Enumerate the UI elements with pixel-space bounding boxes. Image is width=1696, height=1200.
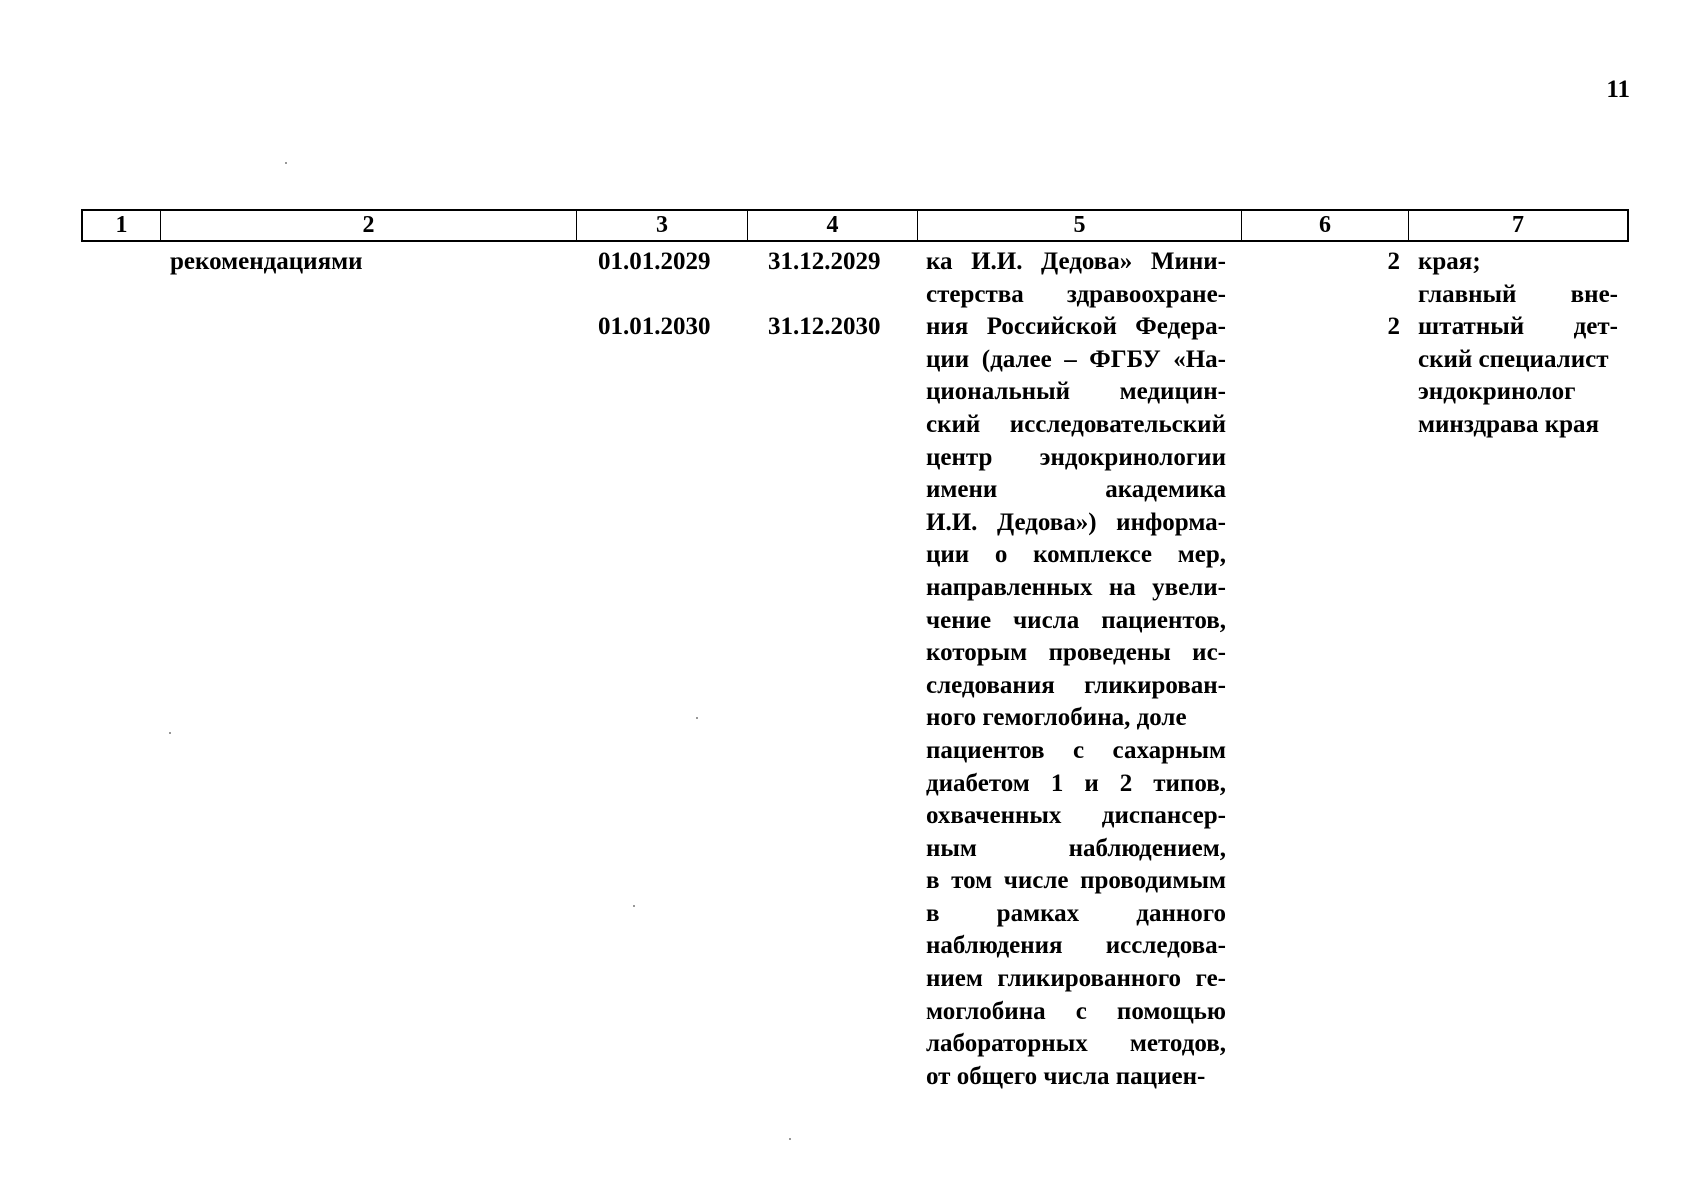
scan-speck [696,717,698,719]
header-col-3: 3 [577,211,748,240]
scan-speck [789,1138,791,1140]
col5-line: следования гликирован- [926,671,1226,699]
col5-line: центр эндокринологии [926,443,1226,471]
col5-line: ский исследовательский [926,410,1226,438]
col5-line: ния Российской Федера- [926,313,1226,341]
header-col-6: 6 [1242,211,1409,240]
col5-line: стерства здравоохране- [926,280,1226,308]
table-header-row [81,209,1629,242]
page-number: 11 [1606,76,1630,103]
header-col-7: 7 [1512,212,1524,238]
col5-line: ным наблюдением, [926,834,1226,862]
col5-line: ции о комплексе мер, [926,541,1226,569]
col5-line: ции (далее – ФГБУ «На- [926,345,1226,373]
col5-line: лабораторных методов, [926,1030,1226,1058]
col5-line: наблюдения исследова- [926,932,1226,960]
col5-line: имени академика [926,476,1226,504]
end-date-2029: 31.12.2029 [768,248,881,275]
col5-line: И.И. Дедова») информа- [926,508,1226,536]
col5-line: нием гликированного ге- [926,965,1226,993]
count-2030: 2 [1387,313,1400,340]
header-col-1: 1 [83,211,161,240]
col5-line: охваченных диспансер- [926,802,1226,830]
col7-line: минздрава края [1418,410,1600,438]
scan-speck [633,905,635,907]
col5-line: циональный медицин- [926,378,1226,406]
header-col-5: 5 [918,211,1242,240]
col5-line: которым проведены ис- [926,639,1226,667]
header-col-4: 4 [748,211,918,240]
scan-speck [169,732,171,734]
col5-line: моглобина с помощью [926,997,1226,1025]
col5-line: пациентов с сахарным [926,736,1226,764]
description-cell [926,246,1226,1093]
header-col-2: 2 [161,211,577,240]
end-date-2030: 31.12.2030 [768,313,881,340]
col5-line: диабетом 1 и 2 типов, [926,769,1226,797]
col5-line: в рамках данного [926,899,1226,927]
col5-line: направленных на увели- [926,573,1226,601]
col7-line: штатный дет- [1418,313,1618,341]
col7-line: края; [1418,248,1481,275]
col7-line: ский специалист [1418,345,1609,373]
col5-line: в том числе проводимым [926,867,1226,895]
responsible-cell [1418,246,1618,442]
start-date-2029: 01.01.2029 [598,248,711,275]
col7-line: эндокринолог [1418,378,1576,406]
col5-line: от общего числа пациен- [926,1062,1206,1090]
col5-line: ного гемоглобина, доле [926,704,1187,732]
start-date-2030: 01.01.2030 [598,313,711,340]
col7-line: главный вне- [1418,280,1618,308]
col5-line: ка И.И. Дедова» Мини- [926,248,1226,275]
scan-speck [285,162,287,164]
col5-line: чение числа пациентов, [926,606,1226,634]
count-2029: 2 [1387,248,1400,275]
measure-name-cell: рекомендациями [170,248,363,275]
